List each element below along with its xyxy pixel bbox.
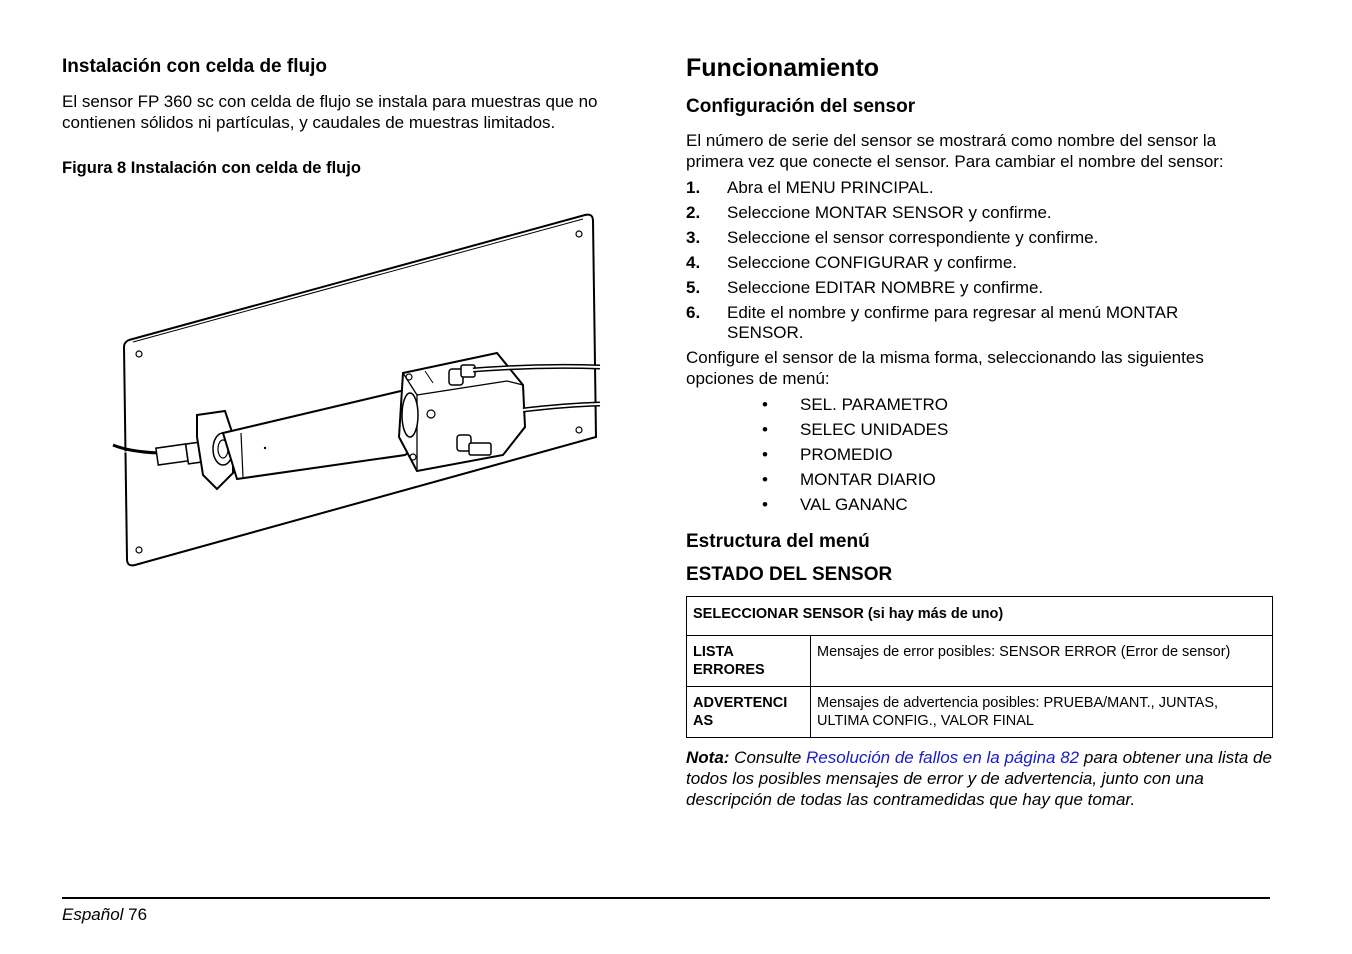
table-row — [687, 687, 1273, 738]
mounting-panel — [124, 215, 596, 566]
section-title: Instalación con celda de flujo — [62, 56, 327, 77]
table-cell-label: LISTA ERRORES — [687, 636, 811, 687]
table-row — [687, 636, 1273, 687]
page-number: 76 — [128, 905, 148, 924]
list-item: • PROMEDIO — [762, 445, 893, 464]
list-item: • SEL. PARAMETRO — [762, 395, 948, 414]
footer — [62, 905, 147, 925]
list-item: • SELEC UNIDADES — [762, 420, 949, 439]
figure-caption: Figura 8 Instalación con celda de flujo — [62, 159, 361, 177]
intro-paragraph: El sensor FP 360 sc con celda de flujo se instala para muestras que no contienen sólidos ni partículas, y caudales de muestras limitados. — [62, 92, 598, 132]
list-item: • VAL GANANC — [762, 495, 908, 514]
list-item: • MONTAR DIARIO — [762, 470, 936, 489]
footer-language: Español — [62, 905, 124, 924]
menu-title: Estructura del menú — [686, 531, 870, 552]
table-cell-label: ADVERTENCI AS — [687, 687, 811, 738]
list-item: 1. Abra el MENU PRINCIPAL. — [686, 178, 934, 197]
list-item: 6. Edite el nombre y confirme para regresar al menú MONTAR SENSOR. — [686, 303, 1179, 342]
table-header: SELECCIONAR SENSOR (si hay más de uno) — [687, 597, 1273, 636]
list-item: 2. Seleccione MONTAR SENSOR y confirme. — [686, 203, 1052, 222]
table-cell-desc: Mensajes de error posibles: SENSOR ERROR (Error de sensor) — [811, 636, 1273, 687]
list-item: 3. Seleccione el sensor correspondiente y confirme. — [686, 228, 1099, 247]
config-intro: El número de serie del sensor se mostrará como nombre del sensor la primera vez que conecte el sensor. Para cambiar el nombre del sensor: — [686, 131, 1224, 171]
table-cell-desc: Mensajes de advertencia posibles: PRUEBA/MANT., JUNTAS, ULTIMA CONFIG., VALOR FINAL — [811, 687, 1273, 738]
troubleshooting-link[interactable]: Resolución de fallos en la página 82 — [806, 748, 1080, 767]
right-column — [686, 54, 1276, 810]
list-item: 4. Seleccione CONFIGURAR y confirme. — [686, 253, 1018, 272]
main-title: Funcionamiento — [686, 54, 880, 82]
menu-subtitle: ESTADO DEL SENSOR — [686, 564, 893, 585]
flow-cell-installation-figure — [105, 205, 605, 575]
options-intro: Configure el sensor de la misma forma, seleccionando las siguientes opciones de menú: — [686, 348, 1204, 388]
steps-list — [686, 178, 1276, 343]
note: Nota: Consulte Resolución de fallos en la página 82 para obtener una lista de todos los posibles mensajes de error y de advertencia, junto con una descripción de todas las contramedidas que hay que tomar. — [686, 748, 1272, 809]
left-column — [62, 56, 642, 179]
menu-table — [686, 596, 1273, 738]
list-item: 5. Seleccione EDITAR NOMBRE y confirme. — [686, 278, 1044, 297]
table-row — [687, 597, 1273, 636]
footer-divider — [62, 897, 1270, 899]
config-title: Configuración del sensor — [686, 96, 916, 117]
options-list — [686, 395, 1276, 515]
note-label: Nota: — [686, 748, 730, 767]
